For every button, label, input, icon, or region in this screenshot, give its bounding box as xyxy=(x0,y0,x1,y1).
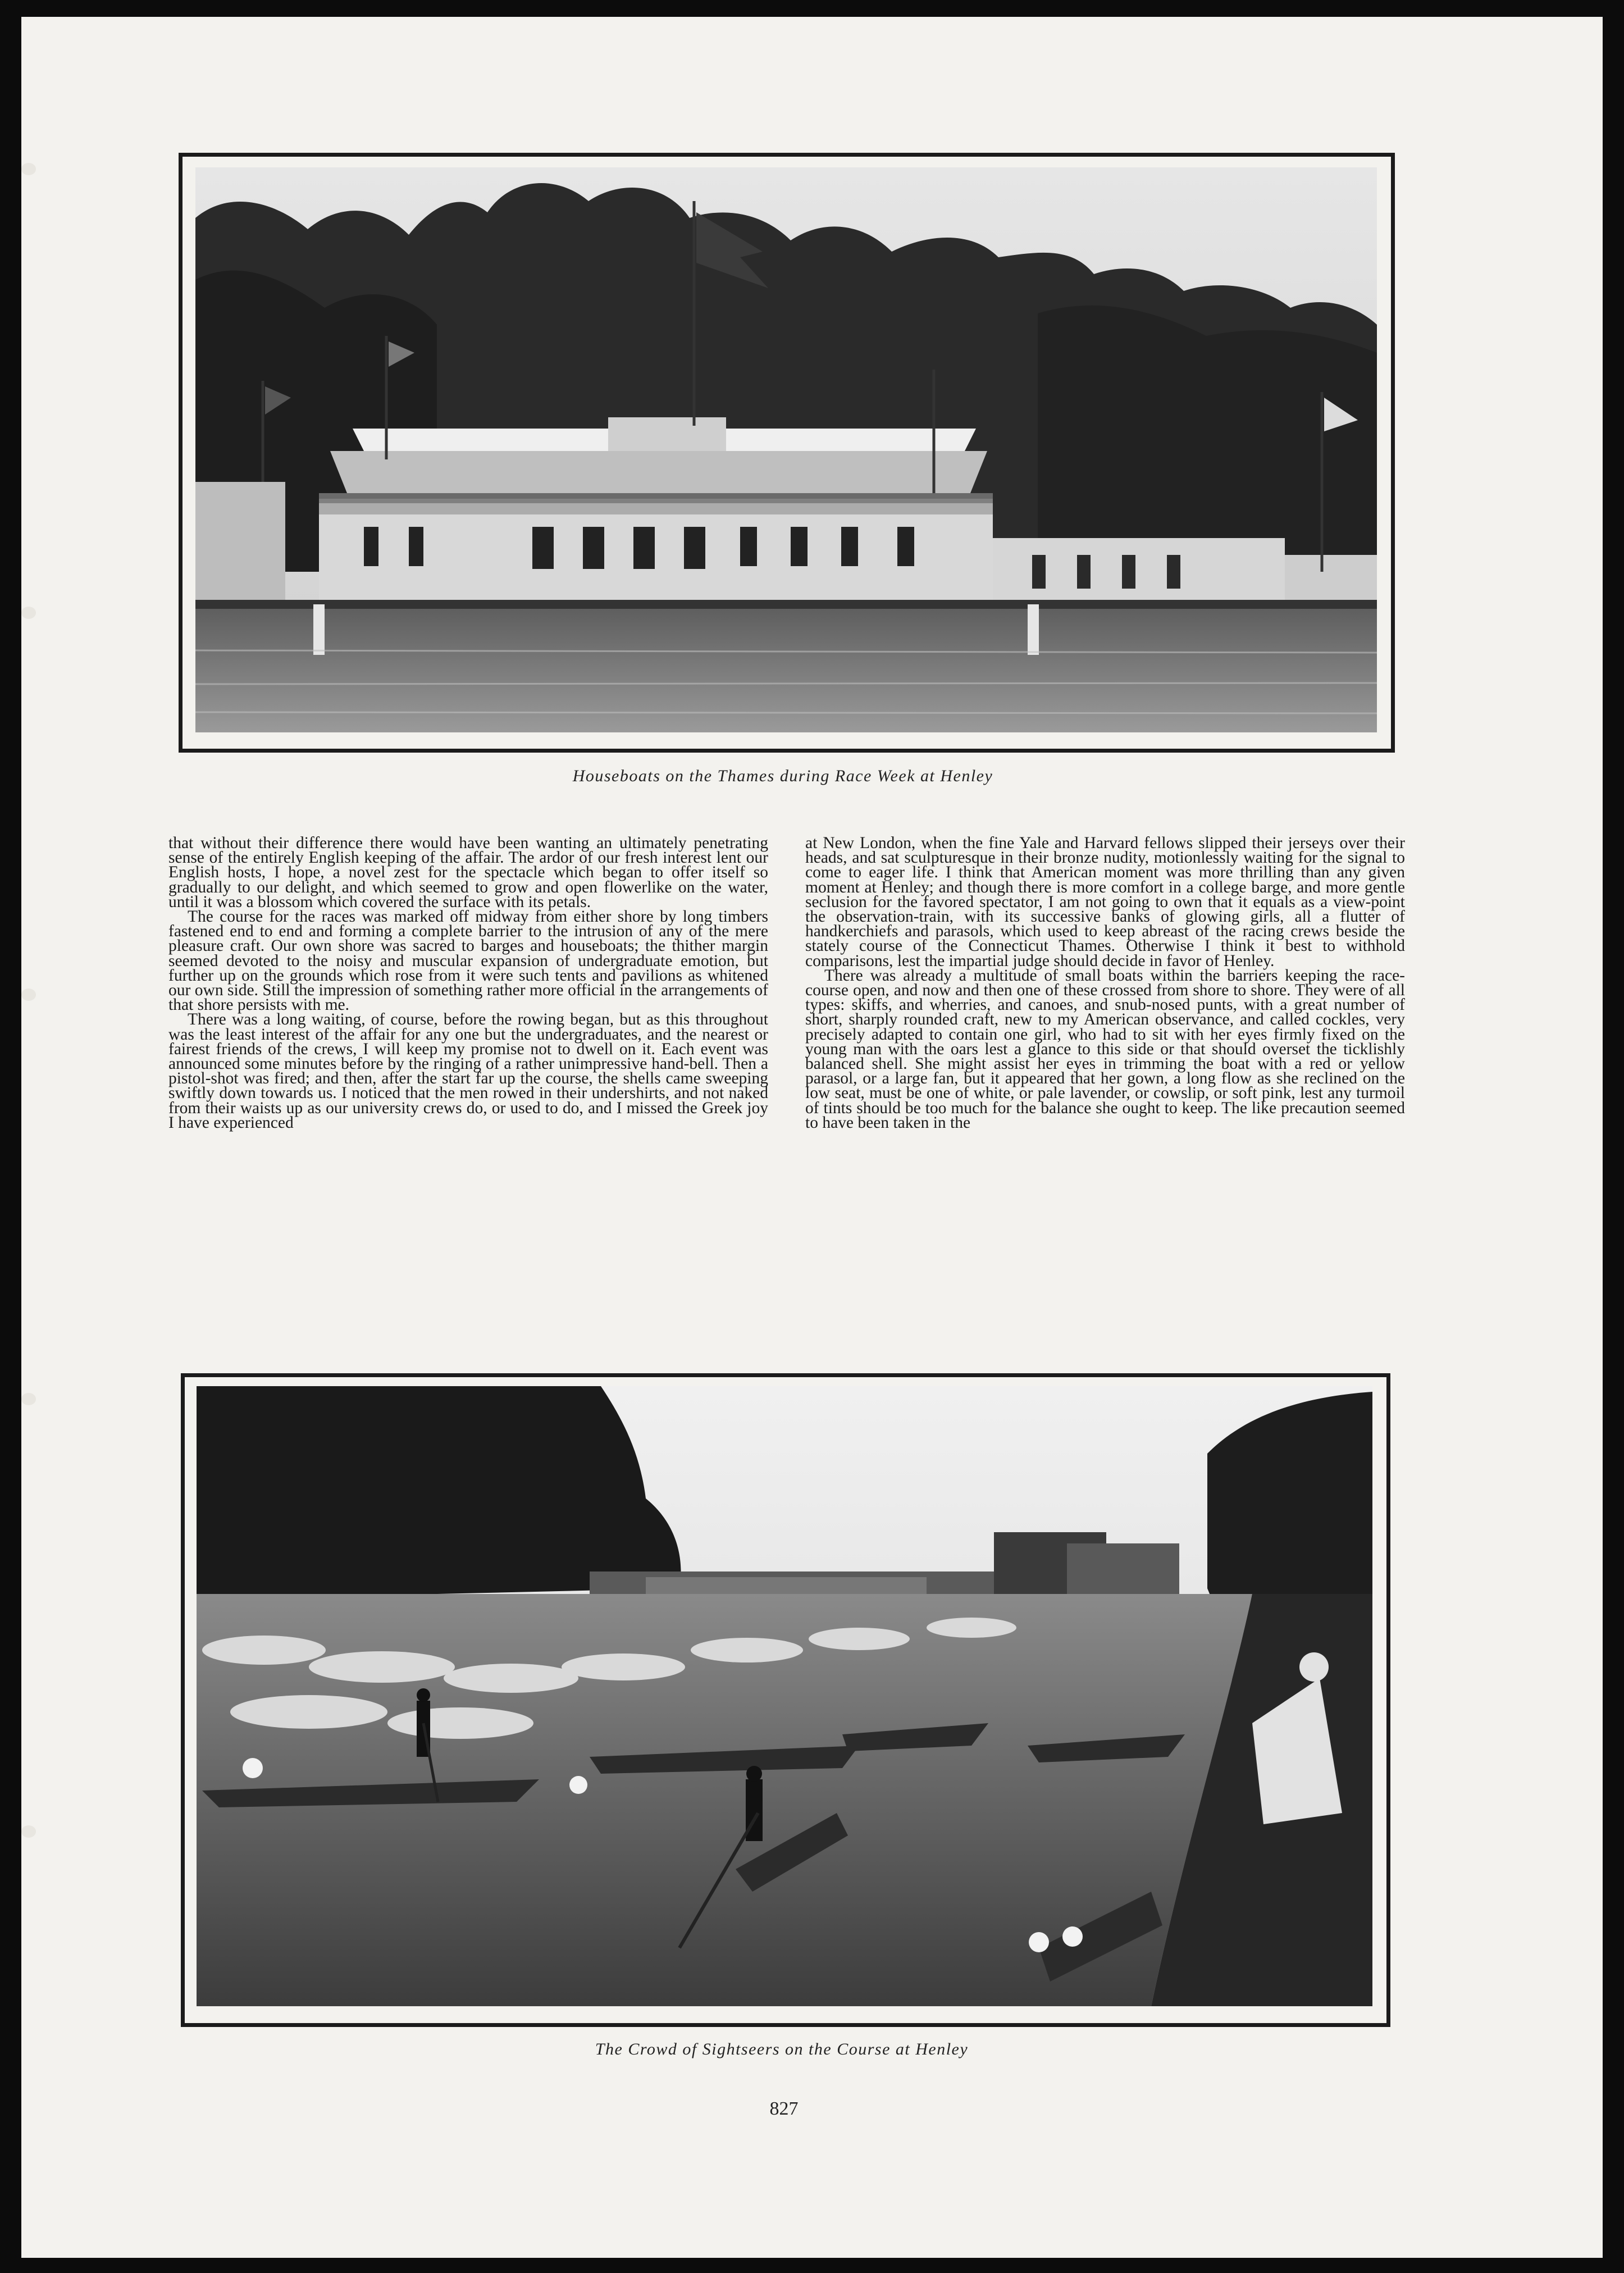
page-number: 827 xyxy=(769,2098,799,2119)
houseboats-photo xyxy=(195,167,1377,732)
bottom-photo-caption: The Crowd of Sightseers on the Course at Henley xyxy=(595,2040,969,2058)
binding-hole xyxy=(21,989,36,1001)
top-photo-caption: Houseboats on the Thames during Race Week at Henley xyxy=(572,767,993,785)
binding-hole xyxy=(21,163,36,175)
right-text-column xyxy=(805,836,1405,1130)
left-paragraph: that without their difference there would have been wanting an ultimately penetrating sense of the entirely English keeping of the affair. The ardor of our fresh interest lent our English hosts, I hope, a novel zest for the spectacle which began to offer itself so gradually to our delight, and which seemed to grow and open flowerlike on the water, until it was a blossom which covered the surface with its petals. xyxy=(168,834,768,911)
left-paragraph: There was a long waiting, of course, before the rowing began, but as this throughout was the least interest of the affair for any one but the undergraduates, and the nearest or fairest friends of the crews, I will keep my promise not to dwell on it. Each event was announced some minutes before by the ringing of a rather unimpressive hand-bell. Then a pistol-shot was fired; and then, after the start far up the course, the shells came sweeping swiftly down towards us. I noticed that the men rowed in their undershirts, and not naked from their waists up as our university crews do, or used to do, and I missed the Greek joy I have experienced xyxy=(168,1010,768,1132)
left-text-column xyxy=(168,836,768,1130)
left-paragraph: The course for the races was marked off midway from either shore by long timbers fastened end to end and forming a complete barrier to the intrusion of any of the mere pleasure craft. Our own shore was sacred to barges and houseboats; the thither margin seemed devoted to the noisy and muscular expansion of undergraduate emotion, but further up on the grounds which rose from it were such tents and pavilions as whitened our own side. Still the impression of something rather more official in the arrangements of that shore persists with me. xyxy=(168,908,768,1014)
binding-hole xyxy=(21,1393,36,1405)
crowd-photo xyxy=(197,1386,1372,2006)
binding-hole xyxy=(21,607,36,619)
right-paragraph: There was already a multitude of small boats within the barriers keeping the race-course open, and now and then one of these crossed from shore to shore. They were of all types: skiffs, and wherries, and canoes, and snub-nosed punts, with a great number of short, sharply rounded craft, new to my American observance, and called cockles, very precisely adapted to contain one girl, who had to sit with her eyes firmly fixed on the young man with the oars lest a glance to this side or that should overset the ticklishly balanced shell. She might assist her eyes in trimming the boat with a red or yellow parasol, or a large fan, but it appeared that her gown, a long flow as she reclined on the low seat, must be one of white, or pale lavender, or cowslip, or soft pink, lest any turmoil of tints should be too much for the balance she ought to keep. The like precaution seemed to have been taken in the xyxy=(805,966,1405,1132)
right-paragraph: at New London, when the fine Yale and Harvard fellows slipped their jerseys over their heads, and sat sculpturesque in their bronze nudity, motionlessly waiting for the signal to come to eager life. I think that American moment was more thrilling than any given moment at Henley; and though there is more comfort in a college barge, and more gentle seclusion for the favored spectator, I am not going to own that it equals as a view-point the observation-train, with its successive banks of glowing girls, all a flutter of handkerchiefs and parasols, which used to keep abreast of the racing crews beside the stately course of the Connecticut Thames. Otherwise I think it best to withhold comparisons, lest the impartial judge should decide in favor of Henley. xyxy=(805,834,1405,970)
binding-hole xyxy=(21,1825,36,1838)
